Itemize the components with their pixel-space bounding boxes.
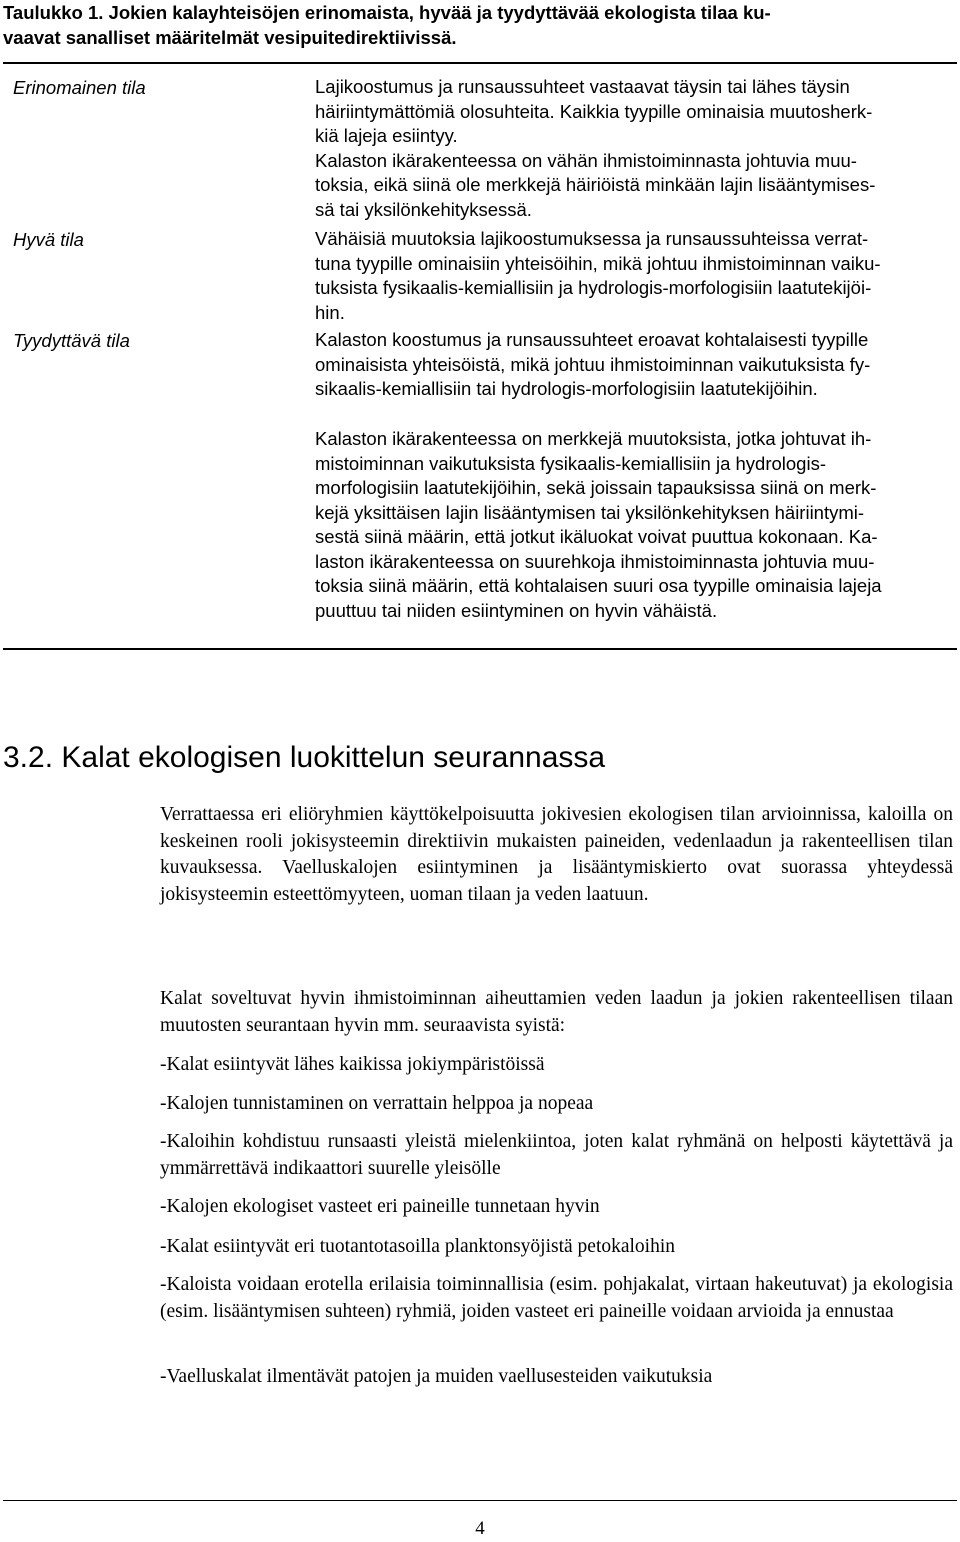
description-line: ominaisista yhteisöistä, mikä johtuu ihmistoiminnan vaikutuksista fy- [315,353,871,375]
list-item: -Kalojen tunnistaminen on verrattain helppoa ja nopeaa [160,1093,594,1114]
table-caption [3,0,953,50]
footer-rule [3,1500,957,1501]
description-line: laston ikärakenteessa on suurehkoja ihmistoiminnasta johtuvia muu- [315,550,875,572]
list-item: -Kalat esiintyvät lähes kaikissa jokiympäristöissä [160,1054,545,1075]
status-description-moderate-age [315,427,957,623]
status-label-excellent: Erinomainen tila [13,77,146,98]
list-item: -Kalat esiintyvät eri tuotantotasoilla planktonsyöjistä petokaloihin [160,1236,676,1257]
section-heading: 3.2. Kalat ekologisen luokittelun seurannassa [3,741,606,774]
description-line: kiä lajeja esiintyy. [315,125,458,146]
list-item: -Kaloista voidaan erotella erilaisia toiminnallisia (esim. pohjakalat, virtaan hakeutuvat) ja ekologisia (esim. lisääntymisen suhteen) ryhmiä, joiden vasteet eri paineille voidaan arvioida ja ennustaa [160,1274,953,1322]
description-line: Kalaston ikärakenteessa on merkkejä muutoksista, jotka johtuvat ih- [315,428,872,449]
list-item: -Kalojen ekologiset vasteet eri paineille tunnetaan hyvin [160,1196,600,1217]
table-top-rule [3,62,957,64]
description-line: sikaalis-kemiallisiin tai hydrologis-morfologisiin laatutekijöihin. [315,378,818,399]
description-line: mistoiminnan vaikutuksista fysikaalis-kemiallisiin ja hydrologis- [315,452,826,474]
body-paragraph-1: Verrattaessa eri eliöryhmien käyttökelpoisuutta jokivesien ekologisen tilan arvioinnissa, kaloilla on keskeinen rooli jokisysteemin direktiivin mukaisten paineiden, vedenlaadun ja rakenteellisen tilan kuvauksessa. Vaelluskalojen esiintyminen ja lisääntymiskierto ovat suorassa yhteydessä jokisysteemin esteettömyyteen, uoman tilaan ja veden laatuun. [160,804,953,905]
table-caption-line: vaavat sanalliset määritelmät vesipuitedirektiivissä. [3,27,457,48]
description-line: toksia siinä määrin, että kohtalaisen suuri osa tyypille ominaisia lajeja [315,575,882,596]
status-label-good: Hyvä tila [13,229,84,250]
description-line: tuksista fysikaalis-kemiallisiin ja hydrologis-morfologisiin laatutekijöi- [315,277,872,298]
description-line: häiriintymättömiä olosuhteita. Kaikkia tyypille ominaisia muutosherk- [315,100,873,122]
description-line: toksia, eikä siinä ole merkkejä häiriöistä minkään lajin lisääntymises- [315,174,876,195]
body-paragraph-2: Kalat soveltuvat hyvin ihmistoiminnan aiheuttamien veden laadun ja jokien rakenteellisen tilaan muutosten seurantaan hyvin mm. seuraavista syistä: [160,988,953,1036]
status-description-excellent [315,75,957,222]
description-line: morfologisiin laatutekijöihin, sekä joissain tapauksissa siinä on merk- [315,477,877,498]
description-line: sestä siinä määrin, että jotkut ikäluokat voivat puuttua kokonaan. Ka- [315,526,878,547]
status-label-moderate: Tyydyttävä tila [13,330,130,351]
description-line: puuttuu tai niiden esiintyminen on hyvin vähäistä. [315,599,718,621]
description-line: hin. [315,301,345,323]
description-line: sä tai yksilönkehityksessä. [315,198,532,220]
status-description-moderate [315,328,957,402]
status-description-good [315,227,957,325]
table-bottom-rule [3,648,957,650]
description-line: tuna tyypille ominaisiin yhteisöihin, mikä johtuu ihmistoiminnan vaiku- [315,252,881,274]
description-line: Vähäisiä muutoksia lajikoostumuksessa ja runsaussuhteissa verrat- [315,228,869,249]
page-number: 4 [475,1518,485,1539]
description-line: Kalaston ikärakenteessa on vähän ihmistoiminnasta johtuvia muu- [315,149,857,171]
description-line: kejä yksittäisen lajin lisääntymisen tai yksilönkehityksen häiriintymi- [315,501,865,523]
table-caption-line: Taulukko 1. Jokien kalayhteisöjen erinomaista, hyvää ja tyydyttävää ekologista tilaa ku- [3,2,771,23]
list-item: -Kaloihin kohdistuu runsaasti yleistä mielenkiintoa, joten kalat ryhmänä on helposti käytettävä ja ymmärrettävä indikaattori suurelle yleisölle [160,1131,953,1179]
description-line: Lajikoostumus ja runsaussuhteet vastaavat täysin tai lähes täysin [315,76,850,97]
list-item: -Vaelluskalat ilmentävät patojen ja muiden vaellusesteiden vaikutuksia [160,1366,713,1387]
description-line: Kalaston koostumus ja runsaussuhteet eroavat kohtalaisesti tyypille [315,329,869,350]
